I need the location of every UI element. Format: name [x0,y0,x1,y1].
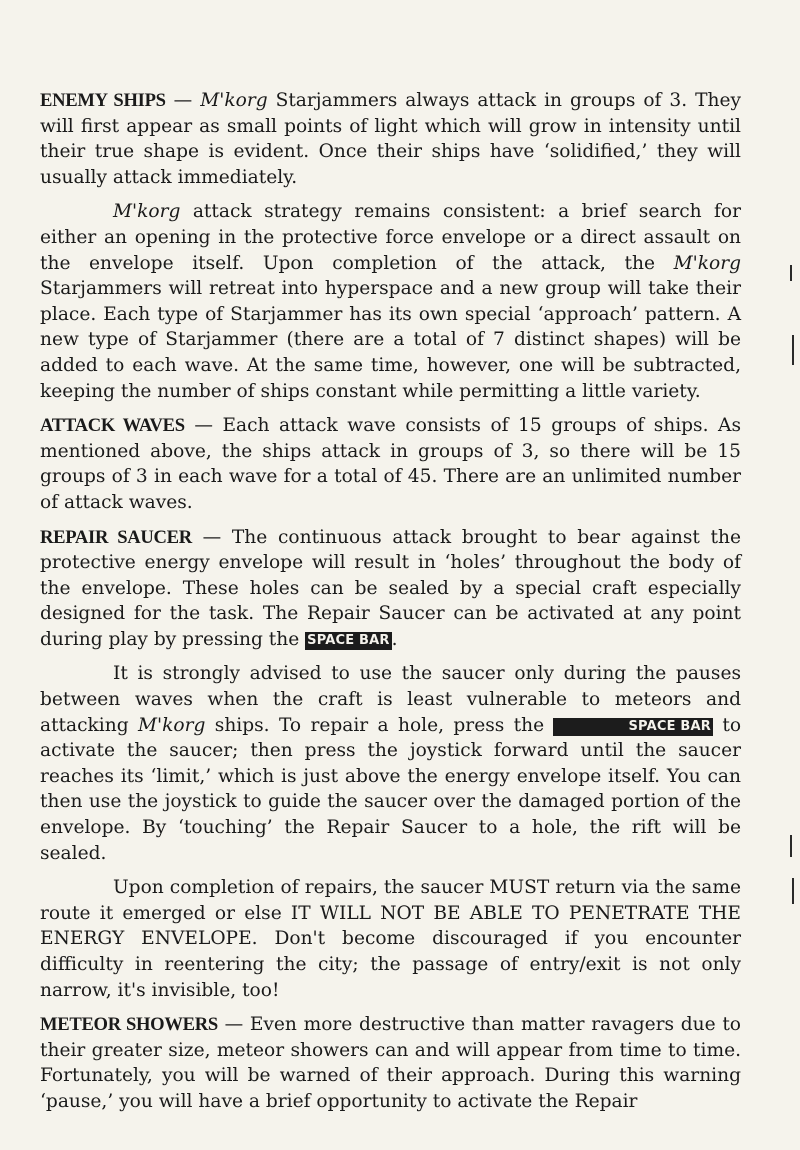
paragraph-attack-waves [40,413,741,515]
paragraph-text: . [391,628,398,650]
manual-page [40,88,741,1124]
paragraph-text: Starjammers will retreat into hyperspace and a new group will take their place. Each type of Starjammer has its own special ‘approach’ pattern. A new type of Starjammer (there are a total of 7 distinct shapes) will be added to each wave. At the same time, however, one will be subtracted, keeping the number of ships constant while permitting a little variety. [40,278,741,402]
paragraph-text: ships. To repair a hole, press the [205,714,554,736]
paragraph-text: attack strategy remains consistent: a brief search for either an opening in the protective force envelope or a direct assault on the envelope itself. Upon completion of the attack, the [40,201,741,274]
mkorg-name: M'korg [200,90,268,111]
paragraph-saucer-return [40,875,741,1003]
edge-mark [790,265,792,281]
space-bar-key-label: SPACE BAR [307,632,390,648]
paragraph-text: — The continuous attack brought to bear against the protective energy envelope will result in ‘holes’ throughout the body of the envelope. These holes can be sealed by a special craft especially designed for the task. The Repair Saucer can be activated at any point during play by pressing the [40,526,741,650]
edge-mark [792,335,794,365]
mkorg-name: M'korg [113,201,181,223]
heading-enemy-ships: ENEMY SHIPS [40,90,166,111]
paragraph-text: — Even more destructive than matter ravagers due to their greater size, meteor showers can and will appear from time to time. Fortunately, you will be warned of their approach. During this warning ‘pause,’ you will have a brief opportunity to activate the Repair [40,1014,741,1112]
mkorg-name: M'korg [138,714,206,736]
paragraph-enemy-ships [40,88,741,190]
paragraph-text: Starjammers always attack in groups of 3. They will first appear as small points of light which will grow in intensity until their true shape is evident. Once their ships have ‘solidified,’ they will usually attack immediately. [40,90,741,188]
paragraph-text: — [165,90,201,111]
paragraph-attack-strategy [40,199,741,404]
heading-meteor-showers: METEOR SHOWERS [40,1014,218,1036]
edge-mark [790,835,792,857]
paragraph-meteor-showers [40,1012,741,1114]
paragraph-text: It is strongly advised to use the saucer only during the pauses between waves when the craft is least vulnerable to meteors and attacking [40,663,741,736]
paragraph-text: Upon completion of repairs, the saucer MUST return via the same route it emerged or else IT WILL NOT BE ABLE TO PENETRATE THE ENERGY ENVELOPE. Don't become discouraged if you encounter difficulty in reentering the city; the passage of entry/exit is not only narrow, it's invisible, too! [40,877,741,1001]
space-bar-key-label: SPACE BAR [553,718,713,736]
edge-mark [792,878,794,904]
paragraph-repair-saucer [40,525,741,653]
heading-repair-saucer: REPAIR SAUCER [40,526,192,548]
paragraph-saucer-advice [40,661,741,866]
paragraph-text: — Each attack wave consists of 15 groups of ships. As mentioned above, the ships attack in groups of 3, so there will be 15 groups of 3 in each wave for a total of 45. There are an unlimited number of attack waves. [40,415,741,513]
paragraph-text: to activate the saucer; then press the joystick forward until the saucer reaches its ‘limit,’ which is just above the energy envelope itself. You can then use the joystick to guide the saucer over the damaged portion of the envelope. By ‘touching’ the Repair Saucer to a hole, the rift will be sealed. [40,714,742,864]
mkorg-name: M'korg [673,252,741,274]
heading-attack-waves: ATTACK WAVES [40,415,185,437]
